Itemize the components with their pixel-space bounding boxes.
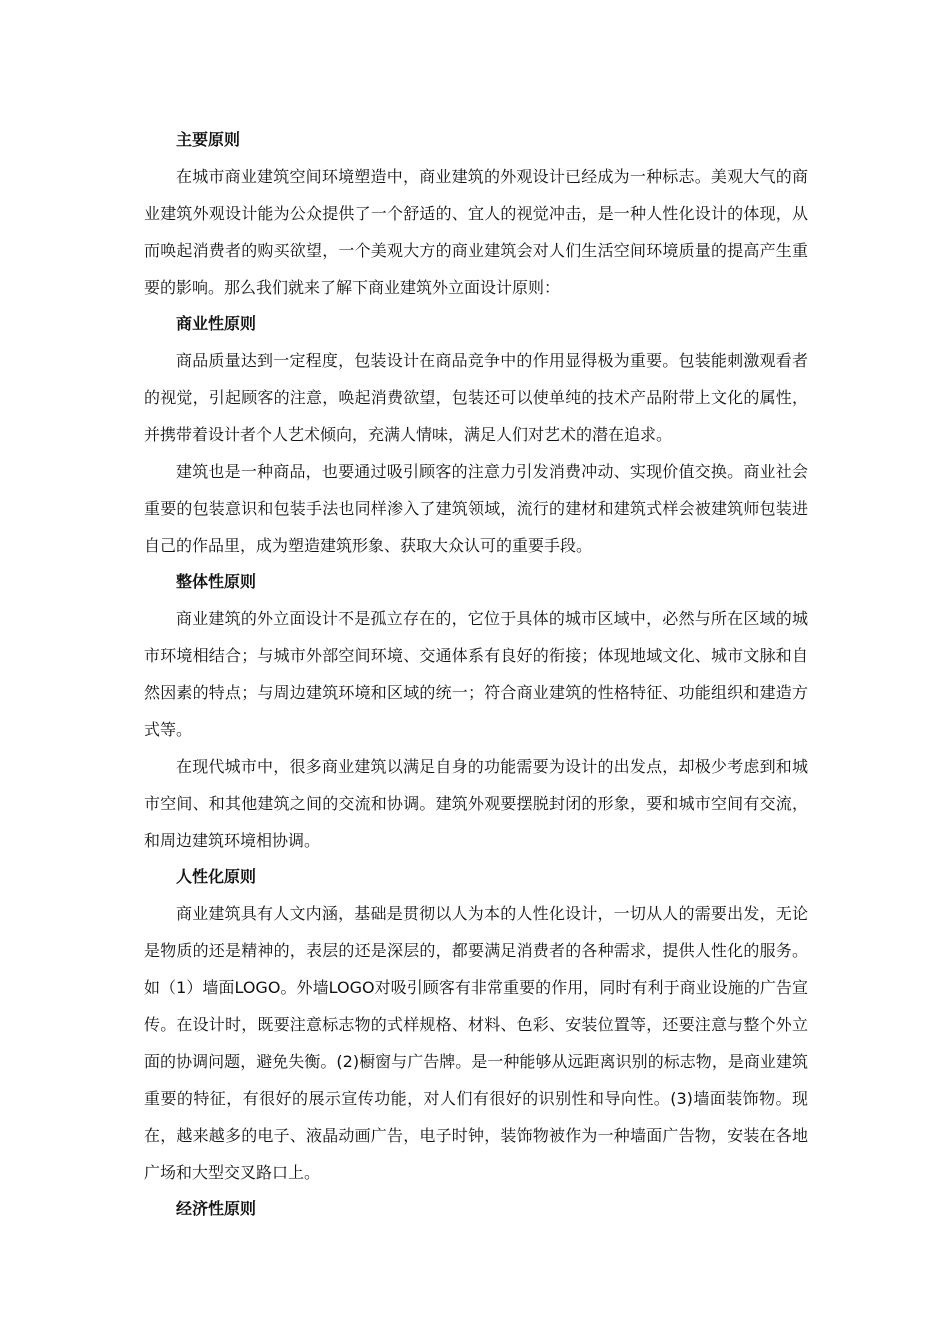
- paragraph: 商业建筑具有人文内涵，基础是贯彻以人为本的人性化设计，一切从人的需要出发，无论是物质的还是精神的，表层的还是深层的，都要满足消费者的各种需求，提供人性化的服务。如（1）墙面LOGO。外墙LOGO对吸引顾客有非常重要的作用，同时有利于商业设施的广告宣传。在设计时，既要注意标志物的式样规格、材料、色彩、安装位置等，还要注意与整个外立面的协调问题，避免失衡。(2)橱窗与广告牌。是一种能够从远距离识别的标志物，是商业建筑重要的特征，有很好的展示宣传功能，对人们有很好的识别性和导向性。(3)墙面装饰物。现在，越来越多的电子、液晶动画广告，电子时钟，装饰物被作为一种墙面广告物，安装在各地广场和大型交叉路口上。: [144, 904, 808, 1182]
- section-heading: 人性化原则: [176, 867, 257, 886]
- paragraph: 商品质量达到一定程度，包装设计在商品竞争中的作用显得极为重要。包装能刺激观看者的视觉，引起顾客的注意，唤起消费欲望，包装还可以使单纯的技术产品附带上文化的属性，并携带着设计者个人艺术倾向，充满人情味，满足人们对艺术的潜在追求。: [144, 351, 808, 444]
- document-page: [144, 122, 808, 1227]
- section-heading: 商业性原则: [176, 314, 257, 333]
- section-heading: 经济性原则: [176, 1199, 257, 1218]
- paragraph: 在城市商业建筑空间环境塑造中，商业建筑的外观设计已经成为一种标志。美观大气的商业建筑外观设计能为公众提供了一个舒适的、宜人的视觉冲击，是一种人性化设计的体现，从而唤起消费者的购买欲望，一个美观大方的商业建筑会对人们生活空间环境质量的提高产生重要的影响。那么我们就来了解下商业建筑外立面设计原则：: [144, 167, 808, 297]
- section-main-principles: [144, 122, 808, 306]
- section-humanized-principle: [144, 859, 808, 1191]
- paragraph: 建筑也是一种商品，也要通过吸引顾客的注意力引发消费冲动、实现价值交换。商业社会重要的包装意识和包装手法也同样渗入了建筑领域，流行的建材和建筑式样会被建筑师包装进自己的作品里，成为塑造建筑形象、获取大众认可的重要手段。: [144, 462, 808, 555]
- section-heading: 整体性原则: [176, 572, 257, 591]
- section-integrity-principle: [144, 564, 808, 859]
- paragraph: 在现代城市中，很多商业建筑以满足自身的功能需要为设计的出发点，却极少考虑到和城市空间、和其他建筑之间的交流和协调。建筑外观要摆脱封闭的形象，要和城市空间有交流，和周边建筑环境相协调。: [144, 757, 808, 850]
- section-heading: 主要原则: [176, 130, 241, 149]
- section-commercial-principle: [144, 306, 808, 564]
- section-economic-principle: [144, 1191, 808, 1227]
- paragraph: 商业建筑的外立面设计不是孤立存在的，它位于具体的城市区域中，必然与所在区域的城市环境相结合；与城市外部空间环境、交通体系有良好的衔接；体现地域文化、城市文脉和自然因素的特点；与周边建筑环境和区域的统一；符合商业建筑的性格特征、功能组织和建造方式等。: [144, 609, 808, 739]
